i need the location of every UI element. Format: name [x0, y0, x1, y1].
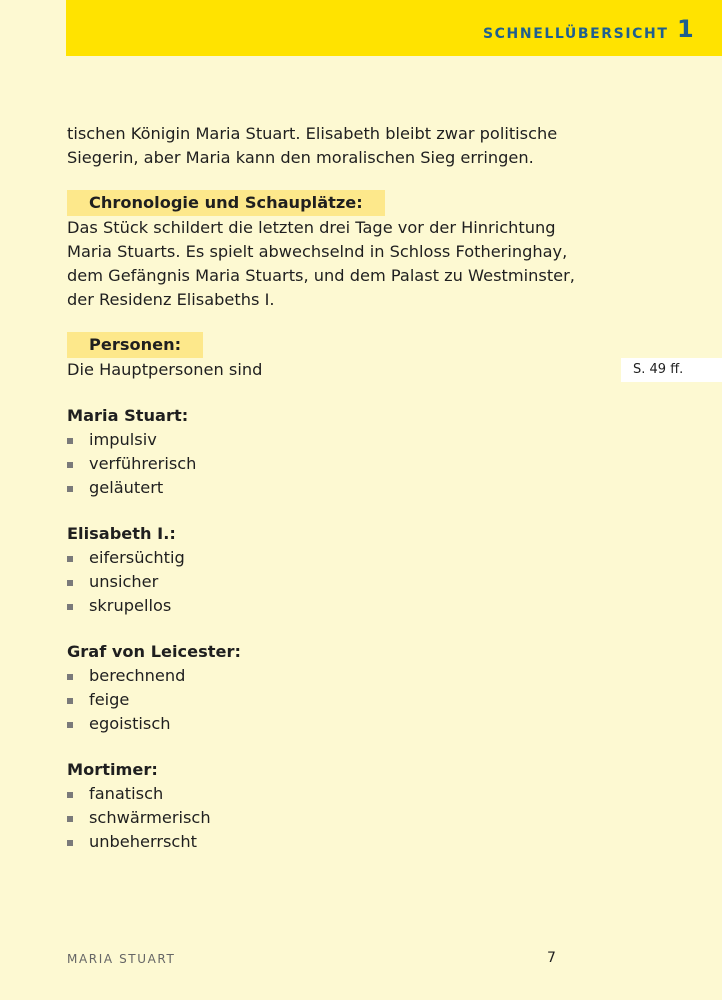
list-item: verführerisch: [67, 452, 577, 476]
bullet-square-icon: [67, 792, 73, 798]
list-item: schwärmerisch: [67, 806, 577, 830]
footer-page-number: 7: [547, 950, 556, 966]
chronology-heading: Chronologie und Schauplätze:: [67, 190, 385, 216]
bullet-square-icon: [67, 816, 73, 822]
chronology-line: dem Gefängnis Maria Stuarts, und dem Palast zu Westminster,: [67, 266, 575, 285]
bullet-square-icon: [67, 556, 73, 562]
persons-heading: Personen:: [67, 332, 203, 358]
section-title: SCHNELLÜBERSICHT: [483, 26, 669, 42]
chronology-line: Maria Stuarts. Es spielt abwechselnd in Schloss Fotheringhay,: [67, 242, 568, 261]
list-item: feige: [67, 688, 577, 712]
bullet-square-icon: [67, 674, 73, 680]
bullet-square-icon: [67, 604, 73, 610]
trait-list: [67, 428, 577, 500]
bullet-square-icon: [67, 698, 73, 704]
list-item: unbeherrscht: [67, 830, 577, 854]
list-item: unsicher: [67, 570, 577, 594]
character-name: Graf von Leicester:: [67, 642, 241, 661]
bullet-square-icon: [67, 438, 73, 444]
persons-intro: Die Hauptpersonen sind: [67, 360, 263, 379]
intro-line: Siegerin, aber Maria kann den moralischen Sieg erringen.: [67, 148, 534, 167]
page-reference-text: S. 49 ff.: [633, 362, 684, 377]
chapter-number: 1: [677, 15, 694, 43]
bullet-square-icon: [67, 722, 73, 728]
list-item: impulsiv: [67, 428, 577, 452]
page-content: [67, 122, 577, 854]
chronology-line: Das Stück schildert die letzten drei Tage vor der Hinrichtung: [67, 218, 556, 237]
chronology-line: der Residenz Elisabeths I.: [67, 290, 275, 309]
list-item: eifersüchtig: [67, 546, 577, 570]
character-name: Maria Stuart:: [67, 406, 189, 425]
bullet-square-icon: [67, 580, 73, 586]
character-name: Mortimer:: [67, 760, 158, 779]
bullet-square-icon: [67, 840, 73, 846]
list-item: egoistisch: [67, 712, 577, 736]
trait-list: [67, 782, 577, 854]
trait-list: [67, 664, 577, 736]
character-name: Elisabeth I.:: [67, 524, 176, 543]
list-item: skrupellos: [67, 594, 577, 618]
intro-line: tischen Königin Maria Stuart. Elisabeth bleibt zwar politische: [67, 124, 558, 143]
footer-book-title: MARIA STUART: [67, 952, 176, 966]
list-item: berechnend: [67, 664, 577, 688]
trait-list: [67, 546, 577, 618]
bullet-square-icon: [67, 486, 73, 492]
bullet-square-icon: [67, 462, 73, 468]
list-item: fanatisch: [67, 782, 577, 806]
list-item: geläutert: [67, 476, 577, 500]
page-reference: [621, 358, 722, 382]
